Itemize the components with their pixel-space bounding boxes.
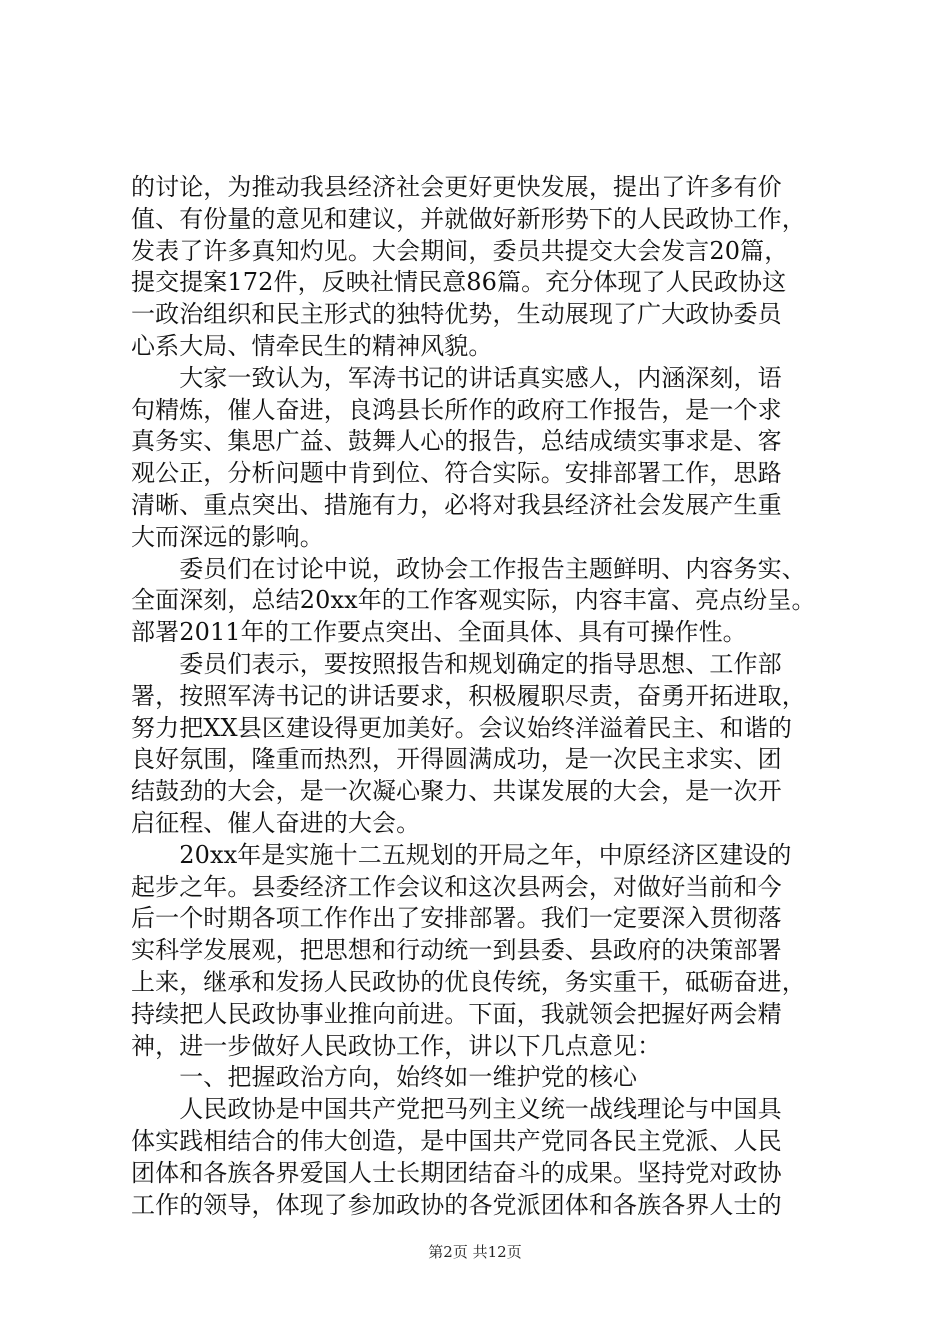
- text-line: 委员们在讨论中说，政协会工作报告主题鲜明、内容务实、: [131, 554, 806, 583]
- text-line: 努力把XX县区建设得更加美好。会议始终洋溢着民主、和谐的: [131, 713, 792, 742]
- text-line: 后一个时期各项工作作出了安排部署。我们一定要深入贯彻落: [131, 904, 782, 933]
- text-line: 观公正，分析问题中肯到位、符合实际。安排部署工作，思路: [131, 459, 782, 488]
- text-line: 值、有份量的意见和建议，并就做好新形势下的人民政协工作，: [131, 204, 806, 233]
- page-number: 第2页 共12页: [428, 1243, 522, 1261]
- text-line: 大家一致认为，军涛书记的讲话真实感人，内涵深刻，语: [131, 363, 782, 392]
- text-line: 署，按照军涛书记的讲话要求，积极履职尽责，奋勇开拓进取，: [131, 681, 806, 710]
- text-line: 持续把人民政协事业推向前进。下面，我就领会把握好两会精: [131, 999, 782, 1028]
- text-line: 一政治组织和民主形式的独特优势，生动展现了广大政协委员: [131, 300, 782, 329]
- text-line: 上来，继承和发扬人民政协的优良传统，务实重干，砥砺奋进，: [131, 967, 806, 996]
- text-line: 人民政协是中国共产党把马列主义统一战线理论与中国具: [131, 1095, 782, 1124]
- text-line: 全面深刻，总结20xx年的工作客观实际，内容丰富、亮点纷呈。: [131, 586, 816, 615]
- text-line: 大而深远的影响。: [131, 522, 324, 551]
- text-line: 心系大局、情牵民生的精神风貌。: [131, 331, 493, 360]
- section-heading: 一、把握政治方向，始终如一维护党的核心: [131, 1063, 638, 1092]
- text-line: 良好氛围，隆重而热烈，开得圆满成功，是一次民主求实、团: [131, 745, 782, 774]
- text-line: 真务实、集思广益、鼓舞人心的报告，总结成绩实事求是、客: [131, 427, 782, 456]
- text-line: 团体和各族各界爱国人士长期团结奋斗的成果。坚持党对政协: [131, 1158, 782, 1187]
- text-line: 起步之年。县委经济工作会议和这次县两会，对做好当前和今: [131, 872, 782, 901]
- text-line: 体实践相结合的伟大创造，是中国共产党同各民主党派、人民: [131, 1126, 782, 1155]
- text-line: 的讨论，为推动我县经济社会更好更快发展，提出了许多有价: [131, 173, 782, 201]
- text-line: 结鼓劲的大会，是一次凝心聚力、共谋发展的大会，是一次开: [131, 777, 782, 806]
- text-line: 20xx年是实施十二五规划的开局之年，中原经济区建设的: [131, 840, 792, 869]
- page-footer: [0, 1242, 950, 1262]
- text-line: 发表了许多真知灼见。大会期间，委员共提交大会发言20篇，: [131, 236, 789, 265]
- text-line: 清晰、重点突出、措施有力，必将对我县经济社会发展产生重: [131, 490, 782, 519]
- text-line: 提交提案172件，反映社情民意86篇。充分体现了人民政协这: [131, 268, 787, 297]
- text-line: 部署2011年的工作要点突出、全面具体、具有可操作性。: [131, 618, 747, 647]
- text-line: 工作的领导，体现了参加政协的各党派团体和各族各界人士的: [131, 1190, 782, 1219]
- text-line: 句精炼，催人奋进，良鸿县长所作的政府工作报告，是一个求: [131, 395, 782, 424]
- body-text: [131, 172, 831, 1221]
- text-line: 启征程、催人奋进的大会。: [131, 808, 421, 837]
- text-line: 神，进一步做好人民政协工作，讲以下几点意见：: [131, 1031, 662, 1060]
- text-line: 实科学发展观，把思想和行动统一到县委、县政府的决策部署: [131, 936, 782, 965]
- text-line: 委员们表示，要按照报告和规划确定的指导思想、工作部: [131, 649, 782, 678]
